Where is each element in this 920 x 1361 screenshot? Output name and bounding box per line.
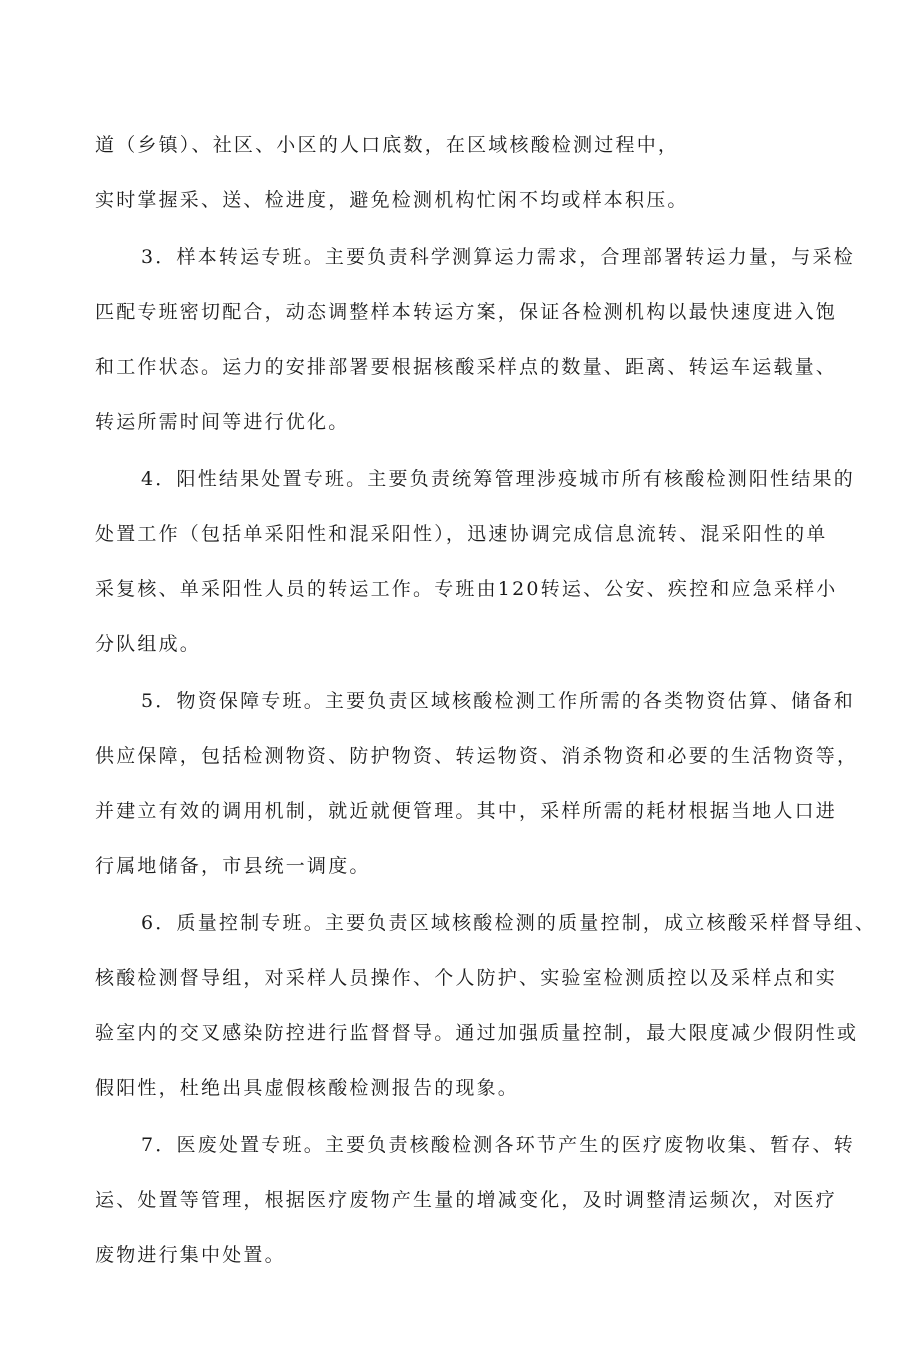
text-line: 废物进行集中处置。 <box>95 1244 286 1266</box>
document-body <box>95 126 877 1274</box>
text-line: 道（乡镇）、社区、小区的人口底数，在区域核酸检测过程中， <box>95 134 680 156</box>
section-sample-transport <box>95 238 860 441</box>
text-line: 行属地储备，市县统一调度。 <box>95 855 371 877</box>
text-line: 供应保障，包括检测物资、防护物资、转运物资、消杀物资和必要的生活物资等， <box>95 745 859 767</box>
section-positive-result <box>95 460 860 663</box>
text-line: 匹配专班密切配合，动态调整样本转运方案，保证各检测机构以最快速度进入饱 <box>95 301 838 323</box>
text-line: 处置工作（包括单采阳性和混采阳性），迅速协调完成信息流转、混采阳性的单 <box>95 523 828 545</box>
text-line: 核酸检测督导组，对采样人员操作、个人防护、实验室检测质控以及采样点和实 <box>95 967 838 989</box>
section-quality-control <box>95 904 877 1107</box>
text-line: 4．阳性结果处置专班。主要负责统筹管理涉疫城市所有核酸检测阳性结果的 <box>141 468 855 490</box>
intro-paragraph <box>95 126 860 219</box>
text-line: 3．样本转运专班。主要负责科学测算运力需求，合理部署转运力量，与采检 <box>141 246 855 268</box>
text-line: 假阳性，杜绝出具虚假核酸检测报告的现象。 <box>95 1077 520 1099</box>
text-line: 转运所需时间等进行优化。 <box>95 411 350 433</box>
text-line: 和工作状态。运力的安排部署要根据核酸采样点的数量、距离、转运车运载量、 <box>95 356 838 378</box>
text-line: 6．质量控制专班。主要负责区域核酸检测的质量控制，成立核酸采样督导组、 <box>141 912 877 934</box>
text-line: 验室内的交叉感染防控进行监督督导。通过加强质量控制，最大限度减少假阴性或 <box>95 1022 859 1044</box>
text-line: 7．医废处置专班。主要负责核酸检测各环节产生的医疗废物收集、暂存、转 <box>141 1134 855 1156</box>
section-supplies <box>95 682 860 885</box>
text-line: 5．物资保障专班。主要负责区域核酸检测工作所需的各类物资估算、储备和 <box>141 690 855 712</box>
section-medical-waste <box>95 1126 860 1274</box>
text-line: 运、处置等管理，根据医疗废物产生量的增减变化，及时调整清运频次，对医疗 <box>95 1189 838 1211</box>
text-line: 实时掌握采、送、检进度，避免检测机构忙闲不均或样本积压。 <box>95 189 689 211</box>
text-line: 并建立有效的调用机制，就近就便管理。其中，采样所需的耗材根据当地人口进 <box>95 800 838 822</box>
text-line: 分队组成。 <box>95 633 202 655</box>
text-line: 采复核、单采阳性人员的转运工作。专班由120转运、公安、疾控和应急采样小 <box>95 578 838 600</box>
